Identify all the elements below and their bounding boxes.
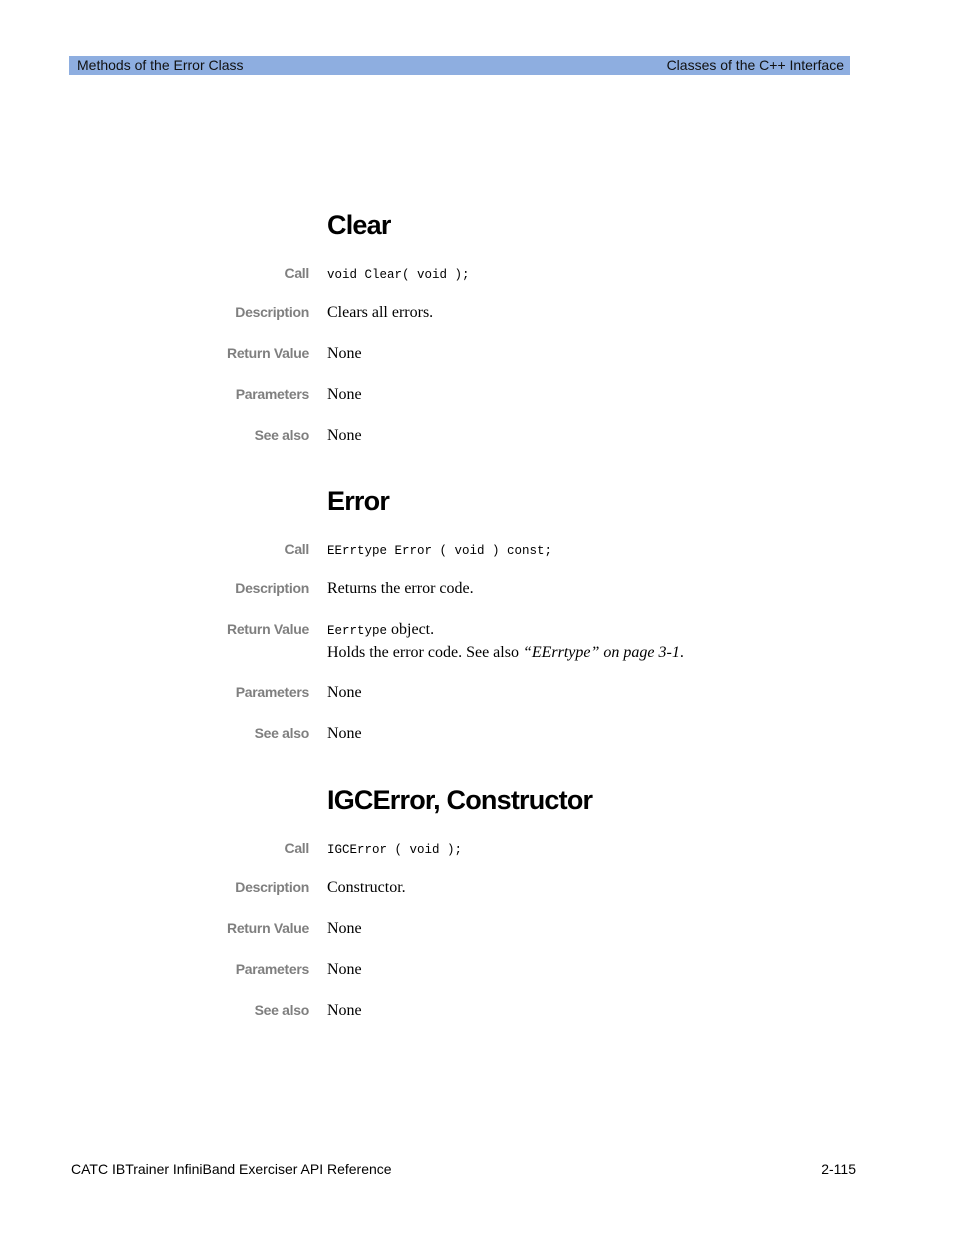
return-value-text bbox=[327, 619, 684, 664]
label-see-also: See also bbox=[254, 725, 309, 741]
return-type-suffix: object. bbox=[387, 621, 435, 638]
label-parameters: Parameters bbox=[235, 386, 309, 402]
call-signature: EErrtype Error ( void ) const; bbox=[327, 544, 553, 558]
section-title: IGCError, Constructor bbox=[327, 785, 593, 815]
parameters-text: None bbox=[327, 961, 362, 978]
label-see-also: See also bbox=[254, 1002, 309, 1018]
running-header bbox=[69, 56, 850, 75]
see-also-text: None bbox=[327, 725, 362, 742]
see-also-text: None bbox=[327, 1002, 362, 1019]
section-title: Error bbox=[327, 486, 390, 516]
description-text: Clears all errors. bbox=[327, 304, 434, 321]
cross-reference-link[interactable]: “EErrtype” on page 3-1 bbox=[522, 644, 680, 661]
footer-document-title: CATC IBTrainer InfiniBand Exerciser API Reference bbox=[71, 1161, 392, 1177]
parameters-text: None bbox=[327, 684, 362, 701]
description-text: Constructor. bbox=[327, 879, 406, 896]
label-call: Call bbox=[284, 541, 309, 557]
return-value-line-2 bbox=[327, 642, 684, 664]
section-title: Clear bbox=[327, 210, 391, 240]
label-description: Description bbox=[235, 580, 309, 596]
label-description: Description bbox=[235, 879, 309, 895]
label-parameters: Parameters bbox=[235, 961, 309, 977]
label-see-also: See also bbox=[254, 427, 309, 443]
return-value-text: None bbox=[327, 920, 362, 937]
call-signature: IGCError ( void ); bbox=[327, 843, 463, 857]
return-value-suffix: . bbox=[679, 644, 684, 661]
label-return-value: Return Value bbox=[227, 621, 309, 637]
label-description: Description bbox=[235, 304, 309, 320]
see-also-text: None bbox=[327, 427, 362, 444]
parameters-text: None bbox=[327, 386, 362, 403]
label-return-value: Return Value bbox=[227, 345, 309, 361]
return-type-code: Eerrtype bbox=[327, 624, 388, 638]
header-chapter-section: Methods of the Error Class bbox=[77, 57, 244, 73]
label-call: Call bbox=[284, 265, 309, 281]
header-chapter-title: Classes of the C++ Interface bbox=[666, 57, 844, 73]
footer-page-number: 2-115 bbox=[821, 1161, 856, 1177]
return-value-text: None bbox=[327, 345, 362, 362]
label-call: Call bbox=[284, 840, 309, 856]
return-value-prefix: Holds the error code. See also bbox=[327, 644, 523, 661]
label-parameters: Parameters bbox=[235, 684, 309, 700]
description-text: Returns the error code. bbox=[327, 580, 474, 597]
label-return-value: Return Value bbox=[227, 920, 309, 936]
return-value-line-1 bbox=[327, 619, 684, 642]
call-signature: void Clear( void ); bbox=[327, 268, 470, 282]
